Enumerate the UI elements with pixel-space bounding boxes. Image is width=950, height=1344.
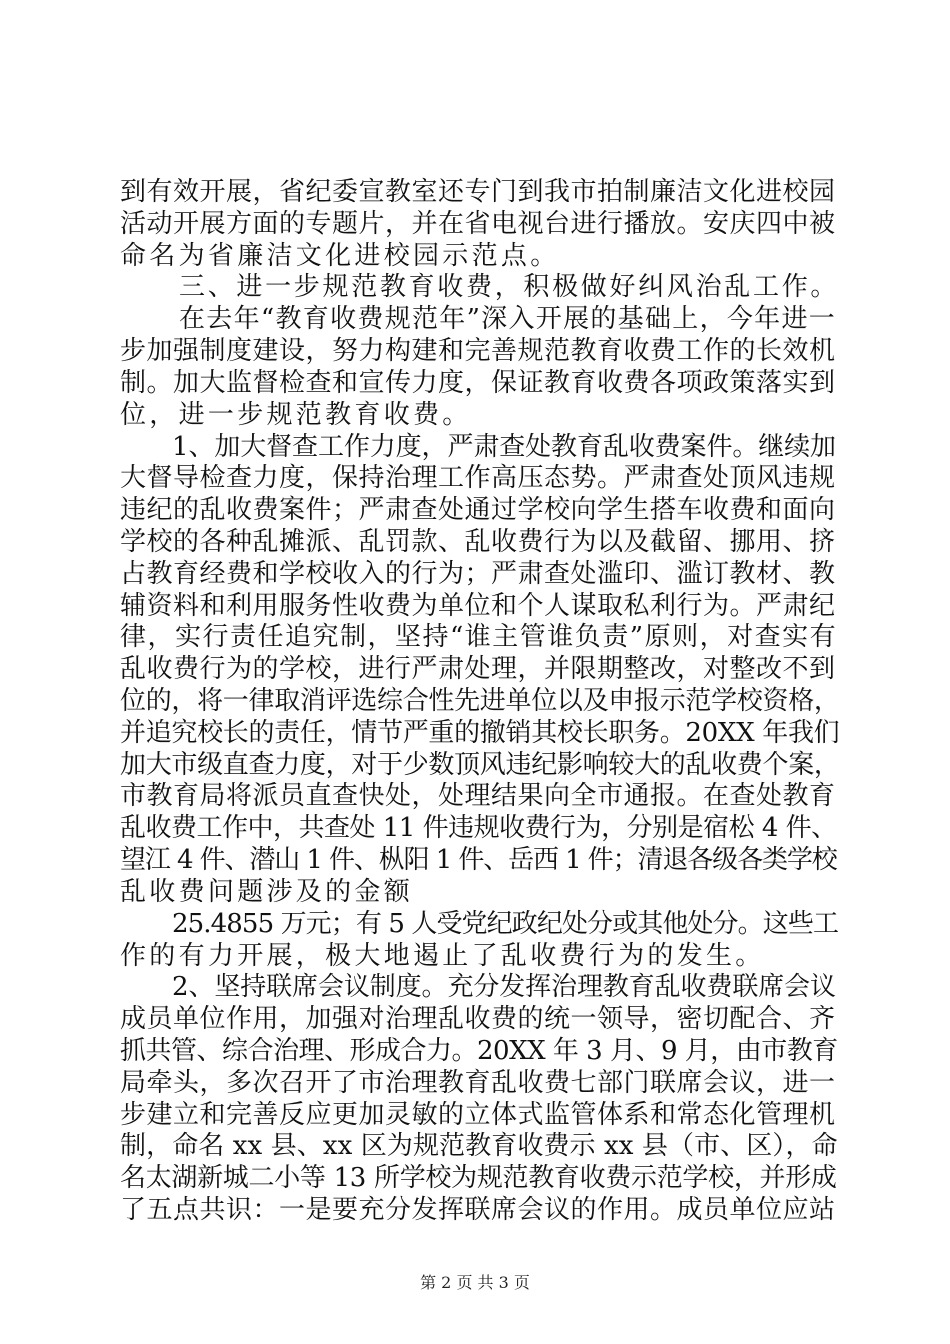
text-line: 并追究校长的责任，情节严重的撤销其校长职务。20XX 年我们	[120, 717, 840, 748]
text-line: 作的有力开展，极大地遏止了乱收费行为的发生。	[120, 940, 765, 971]
text-line: 制。加大监督检查和宣传力度，保证教育收费各项政策落实到	[120, 367, 836, 398]
text-line: 制，命名 xx 县、xx 区为规范教育收费示 xx 县（市、区），命	[120, 1131, 838, 1162]
text-line: 大督导检查力度，保持治理工作高压态势。严肃查处顶风违规	[120, 463, 836, 494]
text-line: 位的，将一律取消评选综合性先进单位以及申报示范学校资格，	[120, 686, 840, 716]
text-line: 望江 4 件、潜山 1 件、枞阳 1 件、岳西 1 件；清退各级各类学校	[120, 845, 837, 876]
text-line: 乱收费问题涉及的金额	[120, 876, 414, 907]
text-line: 步建立和完善反应更加灵敏的立体式监管体系和常态化管理机	[120, 1099, 836, 1130]
text-line: 了五点共识：一是要充分发挥联席会议的作用。成员单位应站	[120, 1195, 836, 1225]
page-footer: 第 2 页 共 3 页	[420, 1273, 530, 1292]
text-line: 加大市级直查力度，对于少数顶风违纪影响较大的乱收费个案，	[120, 749, 840, 780]
text-line: 命名为省廉洁文化进校园示范点。	[120, 240, 560, 271]
text-line: 成员单位作用，加强对治理乱收费的统一领导，密切配合、齐	[120, 1004, 836, 1035]
text-line: 活动开展方面的专题片，并在省电视台进行播放。安庆四中被	[120, 208, 836, 239]
text-line: 律，实行责任追究制，坚持“谁主管谁负责”原则，对查实有	[120, 622, 838, 653]
text-line: 到有效开展，省纪委宣教室还专门到我市拍制廉洁文化进校园	[120, 177, 836, 207]
text-line: 乱收费行为的学校，进行严肃处理，并限期整改，对整改不到	[120, 654, 836, 685]
text-line: 步加强制度建设，努力构建和完善规范教育收费工作的长效机	[120, 336, 836, 367]
text-line: 市教育局将派员直查快处，处理结果向全市通报。在查处教育	[120, 781, 836, 812]
text-line: 位，进一步规范教育收费。	[120, 399, 472, 430]
text-line: 乱收费工作中，共查处 11 件违规收费行为，分别是宿松 4 件、	[120, 813, 837, 844]
text-line: 占教育经费和学校收入的行为；严肃查处滥印、滥订教材、教	[120, 558, 836, 589]
text-line: 在去年“教育收费规范年”深入开展的基础上，今年进一	[179, 304, 837, 335]
text-line: 2、坚持联席会议制度。充分发挥治理教育乱收费联席会议	[172, 972, 836, 1003]
text-line: 局牵头，多次召开了市治理教育乱收费七部门联席会议，进一	[120, 1067, 836, 1098]
text-line: 违纪的乱收费案件；严肃查处通过学校向学生搭车收费和面向	[120, 495, 836, 526]
text-line: 学校的各种乱摊派、乱罚款、乱收费行为以及截留、挪用、挤	[120, 526, 836, 557]
text-line: 名太湖新城二小等 13 所学校为规范教育收费示范学校，并形成	[120, 1163, 837, 1194]
text-line: 25.4855 万元；有 5 人受党纪政纪处分或其他处分。这些工	[172, 908, 839, 939]
text-line: 抓共管、综合治理、形成合力。20XX 年 3 月、9 月，由市教育	[120, 1035, 838, 1066]
text-line: 1、加大督查工作力度，严肃查处教育乱收费案件。继续加	[172, 431, 836, 462]
section-heading: 三、进一步规范教育收费，积极做好纠风治乱工作。	[179, 272, 840, 303]
text-line: 辅资料和利用服务性收费为单位和个人谋取私利行为。严肃纪	[120, 590, 836, 621]
